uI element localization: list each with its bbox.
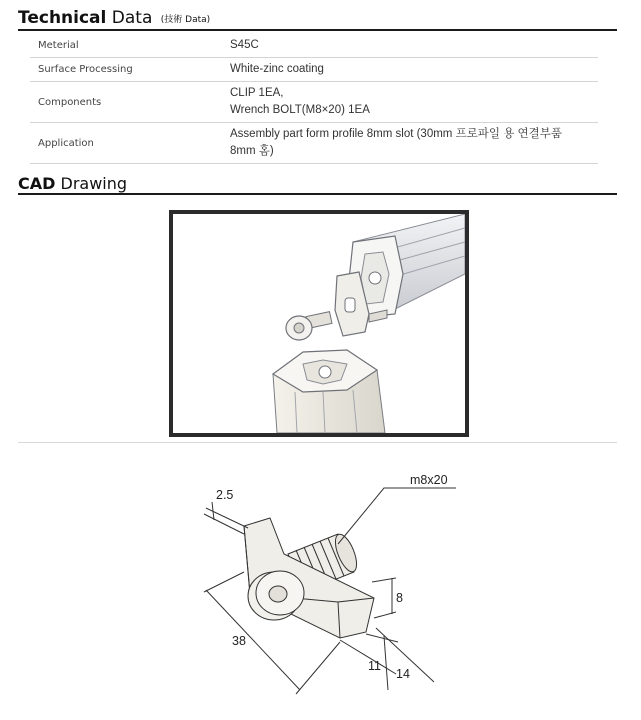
spec-value-line: 8mm 홈) [230, 145, 274, 157]
table-row [30, 34, 598, 58]
spec-value-line: Assembly part form profile 8mm slot (30mm 프로파일 용 연결부품 [230, 128, 562, 140]
spec-value-application [222, 123, 598, 164]
technical-title-sub: (技術 Data) [160, 15, 211, 25]
technical-title-normal: Data [111, 8, 153, 28]
cad-drawing-title [18, 173, 617, 195]
spec-value-line: CLIP 1EA, [230, 87, 284, 99]
spec-value-material [222, 34, 598, 58]
cad-title-bold: CAD [18, 174, 56, 193]
cad-diagram [180, 462, 460, 702]
spec-table [30, 34, 598, 164]
dim-bolt-leader [338, 488, 456, 544]
technical-data-title [18, 8, 617, 31]
dim-label-bolt: m8x20 [410, 473, 448, 487]
assembly-drawing [173, 214, 465, 433]
dim-label-height: 8 [396, 591, 403, 605]
table-row [30, 82, 598, 123]
spec-value-surface [222, 58, 598, 82]
spec-label-application: Application [30, 123, 222, 164]
assembly-illustration [169, 210, 469, 437]
table-row [30, 58, 598, 82]
technical-title-bold: Technical [18, 8, 107, 28]
dim-height [372, 578, 396, 618]
vertical-profile [273, 350, 385, 433]
spec-label-surface: Surface Processing [30, 58, 222, 82]
table-row [30, 123, 598, 164]
cad-title-normal: Drawing [60, 174, 128, 193]
section-divider [18, 442, 617, 443]
dim-thickness [204, 502, 248, 534]
dim-label-thickness: 2.5 [216, 488, 234, 502]
dim-label-length: 38 [232, 634, 246, 648]
spec-value-line: S45C [230, 39, 259, 51]
dim-label-depth: 14 [396, 667, 410, 681]
spec-value-line: Wrench BOLT(M8×20) 1EA [230, 104, 370, 116]
bolt-part [286, 312, 332, 340]
spec-label-components: Components [30, 82, 222, 123]
spec-label-material: Meterial [30, 34, 222, 58]
dim-label-width: 11 [368, 659, 381, 673]
spec-value-line: White-zinc coating [230, 63, 324, 75]
spec-value-components [222, 82, 598, 123]
